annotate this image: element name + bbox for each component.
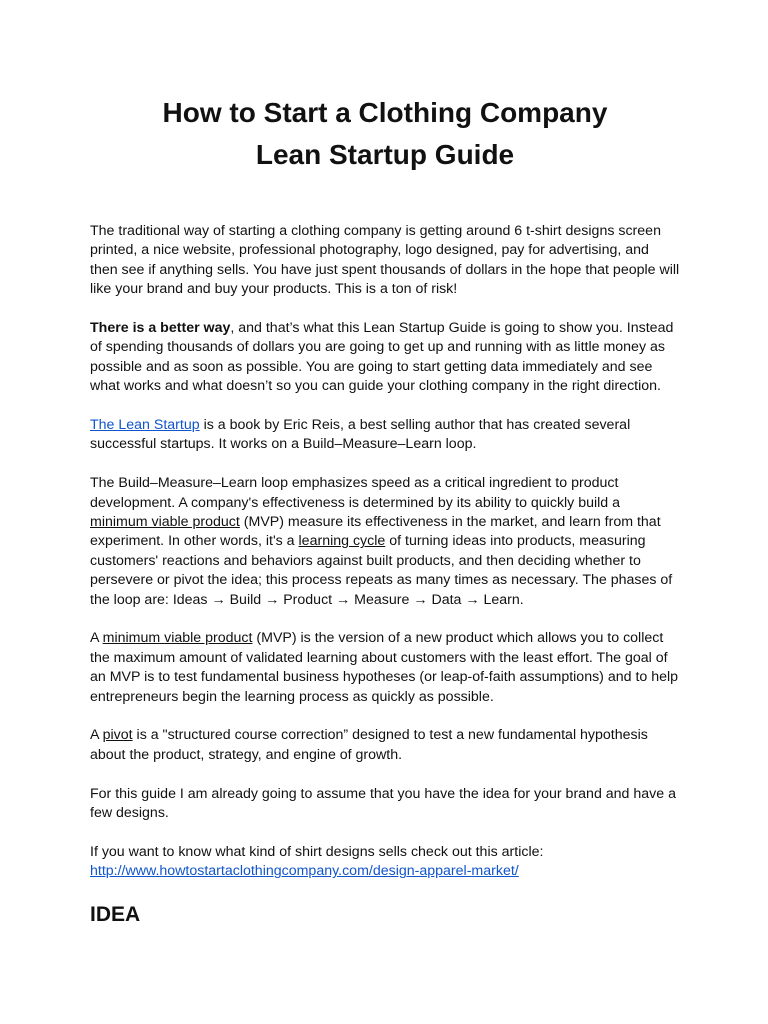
better-way-text: , and that’s what this Lean Startup Guide is going to show you. Instead of spending thousands of dollars you are going to get up and running with as little money as possible and as soon as possible. You are going to start getting data immediately and see what works and what doesn’t so you can guide your clothing company in the right direction. <box>90 320 674 395</box>
paragraph-intro: The traditional way of starting a clothing company is getting around 6 t-shirt designs screen printed, a nice website, professional photography, logo designed, pay for advertising, and then see if anything sells. You have just spent thousands of dollars in the hope that people will like your brand and buy your products. This is a ton of risk! <box>90 223 680 298</box>
title-line-1: How to Start a Clothing Company <box>162 97 608 128</box>
document-page <box>90 0 680 929</box>
article-text: If you want to know what kind of shirt designs sells check out this article: <box>90 843 544 860</box>
pivot-text-a: A <box>90 727 103 744</box>
pivot-text-b: is a "structured course correction” designed to test a new fundamental hypothesis about the product, strategy, and engine of growth. <box>90 727 648 763</box>
paragraph-article <box>90 843 680 882</box>
paragraph-build-measure-learn <box>90 474 680 610</box>
mvp-term-underlined: minimum viable product <box>90 514 240 531</box>
document-title <box>90 0 680 176</box>
mvp-text-a: A <box>90 630 103 647</box>
better-way-bold: There is a better way <box>90 320 231 337</box>
document-body <box>90 222 680 929</box>
paragraph-better-way <box>90 319 680 397</box>
paragraph-pivot <box>90 726 680 765</box>
bml-text-c: of turning ideas into products, measuring customers' reactions and behaviors against built products, and then deciding whether to persevere or pivot the idea; this process repeats as many times as necessary. The phases of the loop are: Ideas → Build → Product → Measure → Data → Learn. <box>90 533 673 608</box>
learning-cycle-term-underlined: learning cycle <box>298 533 386 550</box>
lean-startup-text: is a book by Eric Reis, a best selling author that has created several successful startups. It works on a Build–Measure–Learn loop. <box>90 417 631 453</box>
bml-text-a: The Build–Measure–Learn loop emphasizes speed as a critical ingredient to product development. A company's effectiveness is determined by its ability to quickly build a <box>90 475 621 511</box>
lean-startup-link[interactable]: The Lean Startup <box>90 417 200 434</box>
mvp-definition-term: minimum viable product <box>102 630 253 647</box>
bml-text-b: (MVP) measure its effectiveness in the market, and learn from that experiment. In other words, it's a <box>90 514 661 550</box>
mvp-text-b: (MVP) is the version of a new product which allows you to collect the maximum amount of validated learning about customers with the least effort. The goal of an MVP is to test fundamental business hypotheses (or leap-of-faith assumptions) and to help entrepreneurs begin the learning process as quickly as possible. <box>90 630 679 705</box>
paragraph-lean-startup <box>90 416 680 455</box>
paragraph-assumption: For this guide I am already going to assume that you have the idea for your brand and have a few designs. <box>90 785 676 822</box>
paragraph-mvp <box>90 629 680 707</box>
section-heading-idea: IDEA <box>90 903 141 927</box>
pivot-term: pivot <box>102 727 133 744</box>
article-link[interactable]: http://www.howtostartaclothingcompany.com/design-apparel-market/ <box>90 863 519 880</box>
title-line-2: Lean Startup Guide <box>255 139 515 170</box>
